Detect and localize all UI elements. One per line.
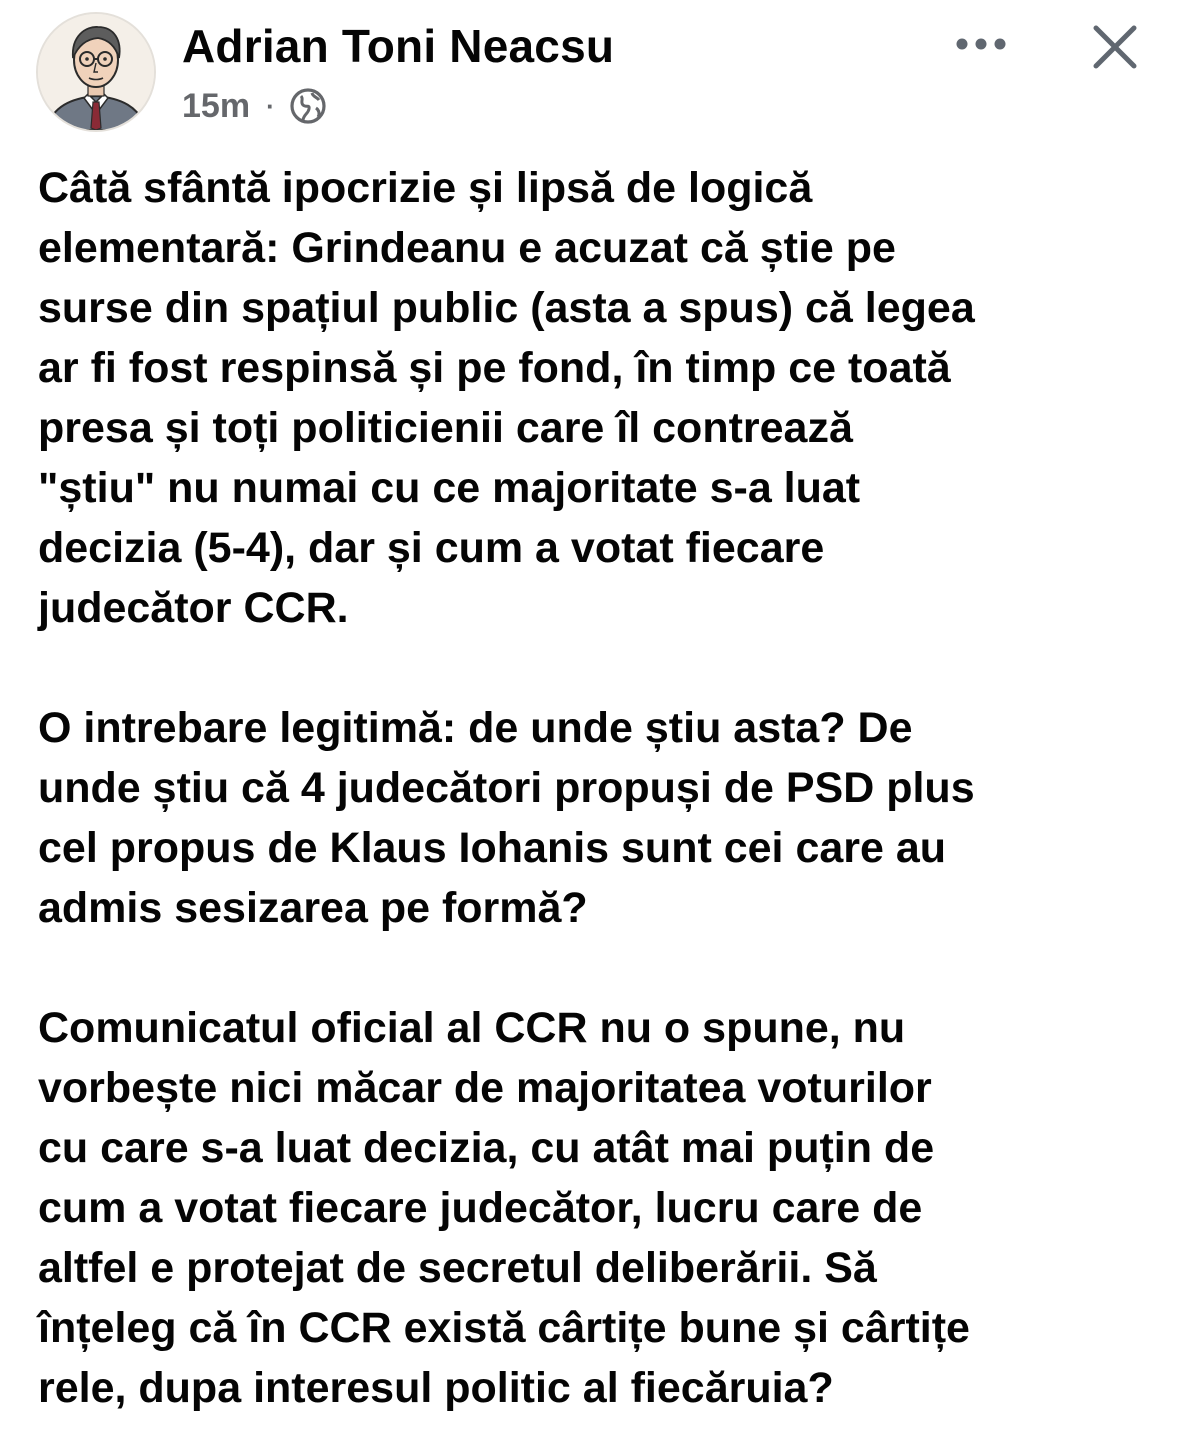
- avatar-illustration: [38, 14, 154, 130]
- post-paragraph-3: Comunicatul oficial al CCR nu o spune, nu vorbește nici măcar de majoritatea voturilor cu care s-a luat decizia, cu atât mai puțin de cum a votat fiecare judecător, lucru care de altfel e protejat de secretul deliberării. Să înțeleg că în CCR există cârtițe bune și cârtițe rele, dupa interesul politic al fiecăruia?: [38, 1004, 970, 1412]
- close-button[interactable]: [1084, 16, 1146, 78]
- author-avatar[interactable]: [36, 12, 156, 132]
- more-options-icon: [955, 37, 1007, 51]
- post-timestamp[interactable]: 15m: [182, 87, 251, 125]
- more-options-button[interactable]: [950, 24, 1012, 64]
- post-paragraph-1: Câtă sfântă ipocrizie și lipsă de logică elementară: Grindeanu e acuzat că știe pe surse din spațiul public (asta a spus) că legea ar fi fost respinsă și pe fond, în timp ce toată presa și toți politicienii care îl contrează "știu" nu numai cu ce majoritate s-a luat decizia (5-4), dar și cum a votat fiecare judecător CCR.: [38, 164, 975, 632]
- close-icon: [1092, 24, 1138, 70]
- post-paragraph-2: O intrebare legitimă: de unde știu asta? De unde știu că 4 judecători propuși de PSD plus cel propus de Klaus Iohanis sunt cei care au admis sesizarea pe formă?: [38, 704, 975, 932]
- globe-icon[interactable]: [289, 87, 327, 125]
- post-header: [0, 0, 1180, 150]
- meta-separator: ·: [266, 91, 275, 121]
- post-meta: [182, 84, 327, 128]
- post-text: [38, 158, 1158, 1418]
- author-name[interactable]: Adrian Toni Neacsu: [182, 20, 615, 72]
